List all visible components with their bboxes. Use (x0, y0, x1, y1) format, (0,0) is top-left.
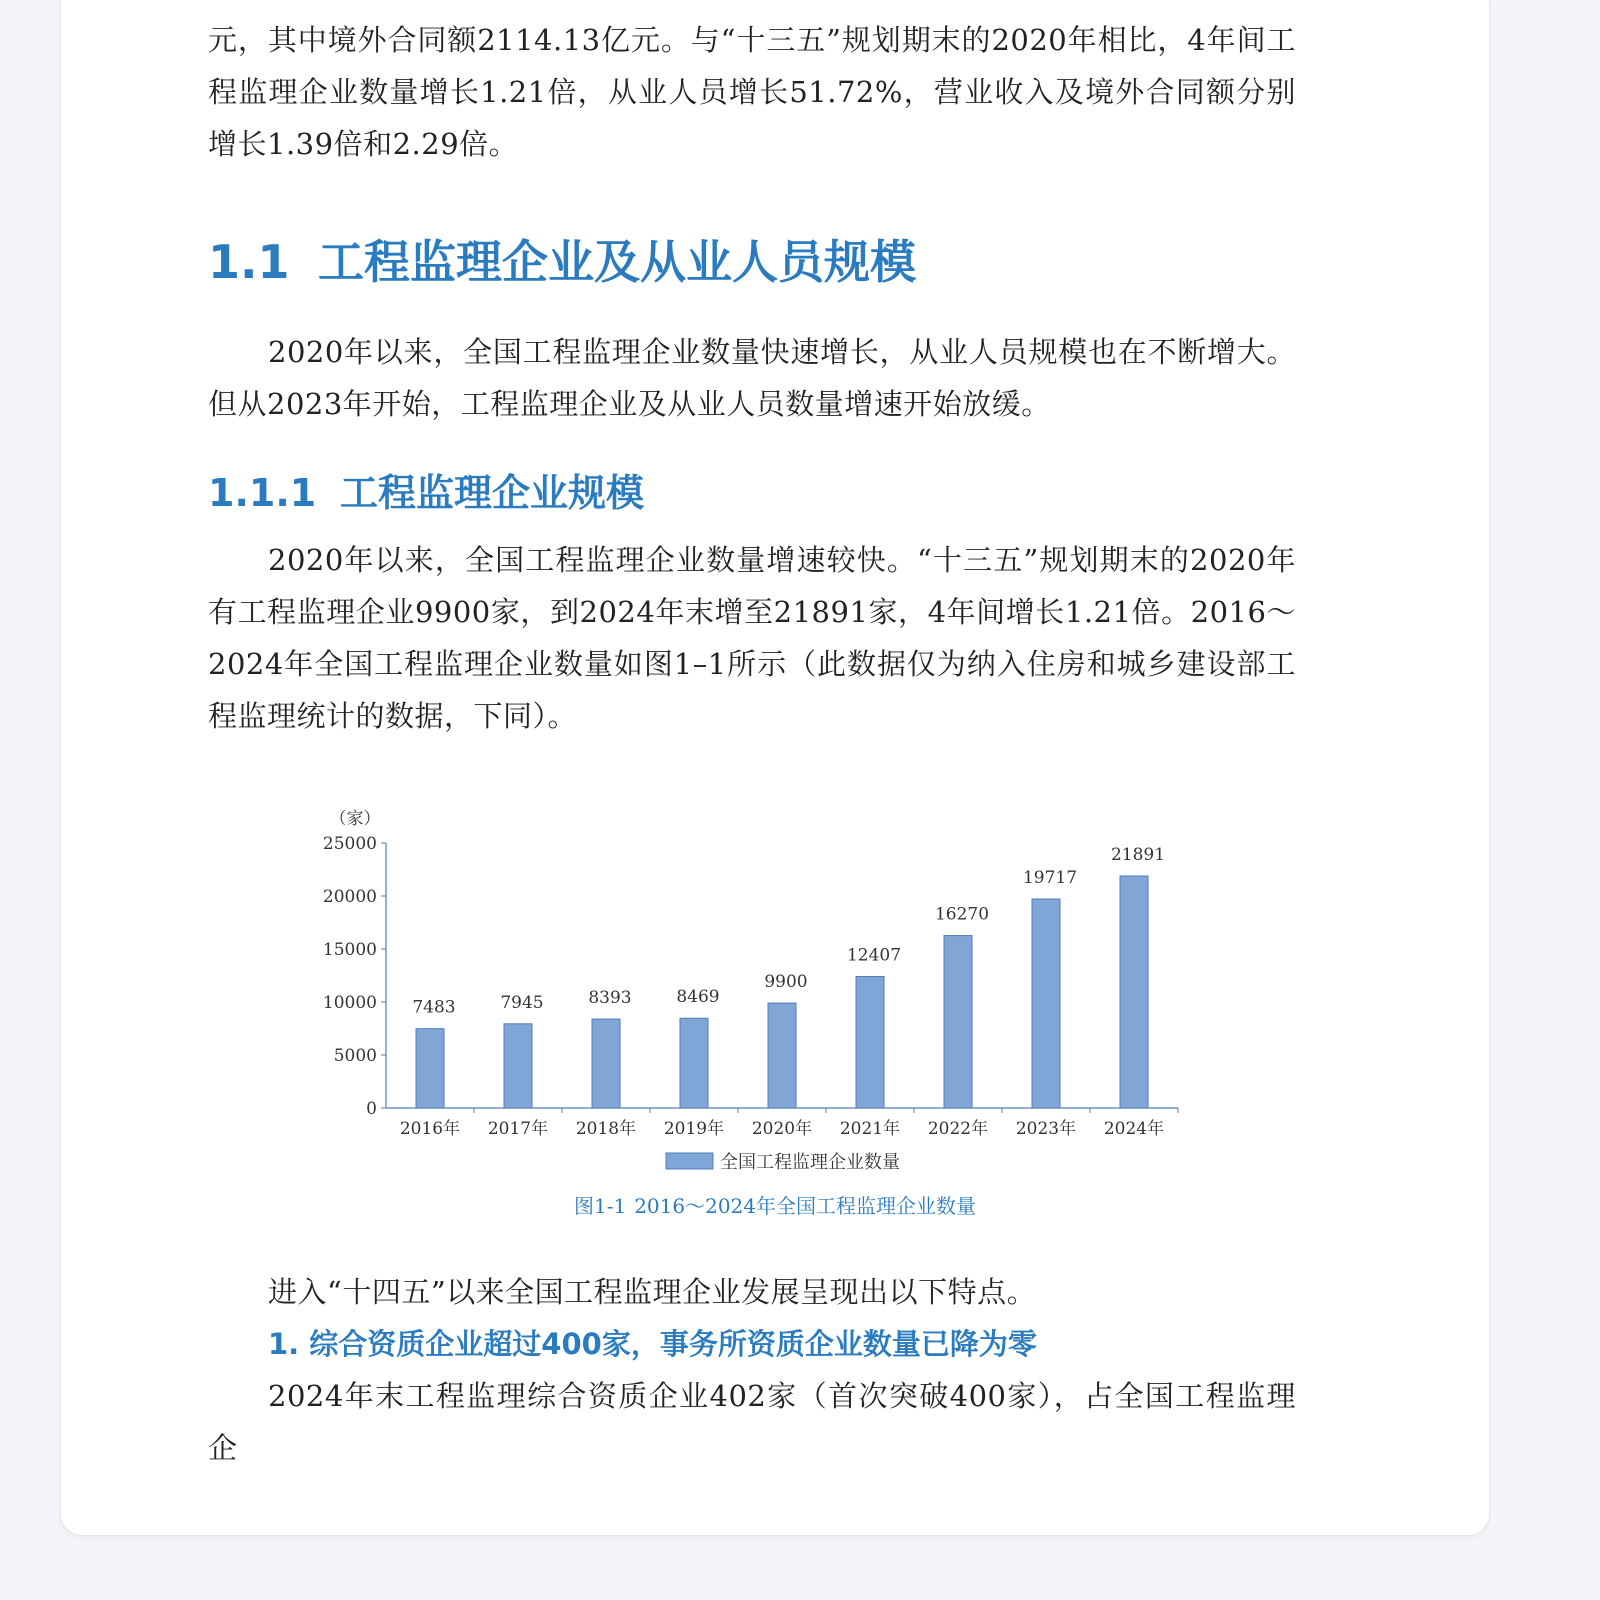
figure-number: 图1-1 (573, 1194, 627, 1218)
bar-data-label: 7483 (412, 997, 456, 1018)
y-tick-label: 15000 (322, 940, 377, 960)
intro-paragraph: 元，其中境外合同额2114.13亿元。与“十三五”规划期末的2020年相比，4年间工程监理企业数量增长1.21倍，从业人员增长51.72%，营业收入及境外合同额分别增长1.39倍和2.29倍。 (208, 23, 1296, 161)
x-tick-label: 2017年 (487, 1119, 549, 1139)
x-tick-label: 2019年 (663, 1119, 725, 1139)
subsection-heading (208, 462, 644, 517)
bar (768, 1003, 796, 1108)
bar-data-label: 7945 (500, 992, 544, 1013)
y-tick-label: 25000 (322, 834, 377, 854)
x-tick-label: 2023年 (1015, 1119, 1077, 1139)
subsection-number: 1.1.1 (208, 471, 317, 515)
bar (944, 936, 972, 1108)
y-tick-label: 20000 (322, 887, 377, 907)
y-axis-unit-label: （家） (329, 809, 381, 829)
x-tick-label: 2018年 (575, 1119, 637, 1139)
x-tick-label: 2021年 (839, 1119, 901, 1139)
section-paragraph: 2020年以来，全国工程监理企业数量快速增长，从业人员规模也在不断增大。但从2023年开始，工程监理企业及从业人员数量增速开始放缓。 (208, 335, 1296, 421)
bar-data-label: 21891 (1110, 844, 1166, 865)
bar-data-label: 16270 (934, 904, 990, 925)
y-tick-label: 5000 (333, 1046, 377, 1066)
bar (856, 976, 884, 1108)
legend-swatch (666, 1153, 713, 1169)
x-tick-label: 2022年 (927, 1119, 989, 1139)
x-tick-label: 2024年 (1103, 1119, 1165, 1139)
bar (1120, 876, 1148, 1108)
legend-label: 全国工程监理企业数量 (720, 1152, 900, 1173)
point-1-paragraph: 2024年末工程监理综合资质企业402家（首次突破400家），占全国工程监理企 (208, 1379, 1296, 1465)
x-tick-label: 2020年 (751, 1119, 813, 1139)
y-tick-label: 10000 (322, 993, 377, 1013)
bar (592, 1019, 620, 1108)
section-number: 1.1 (208, 235, 290, 289)
section-heading (208, 226, 916, 292)
x-tick-label: 2016年 (399, 1119, 461, 1139)
bar-data-label: 19717 (1022, 867, 1078, 888)
bar-data-label: 12407 (846, 945, 902, 966)
bar-data-label: 8393 (588, 988, 632, 1009)
paragraph-after-chart: 进入“十四五”以来全国工程监理企业发展呈现出以下特点。 (268, 1275, 1037, 1309)
point-1-heading: 1. 综合资质企业超过400家，事务所资质企业数量已降为零 (268, 1327, 1037, 1361)
bar (416, 1029, 444, 1108)
subsection-title: 工程监理企业规模 (340, 471, 645, 515)
bar-chart (300, 800, 1200, 1190)
bar (1032, 899, 1060, 1108)
bar (504, 1024, 532, 1108)
subsection-paragraph: 2020年以来，全国工程监理企业数量增速较快。“十三五”规划期末的2020年有工程监理企业9900家，到2024年末增至21891家，4年间增长1.21倍。2016～2024年全国工程监理企业数量如图1–1所示（此数据仅为纳入住房和城乡建设部工程监理统计的数据，下同）。 (208, 543, 1296, 733)
figure-title: 2016～2024年全国工程监理企业数量 (634, 1194, 976, 1218)
figure-caption (0, 1190, 1550, 1219)
bar-data-label: 9900 (764, 972, 808, 993)
bar-data-label: 8469 (676, 987, 720, 1008)
bar (680, 1018, 708, 1108)
y-tick-label: 0 (366, 1099, 377, 1119)
section-title: 工程监理企业及从业人员规模 (318, 235, 916, 289)
